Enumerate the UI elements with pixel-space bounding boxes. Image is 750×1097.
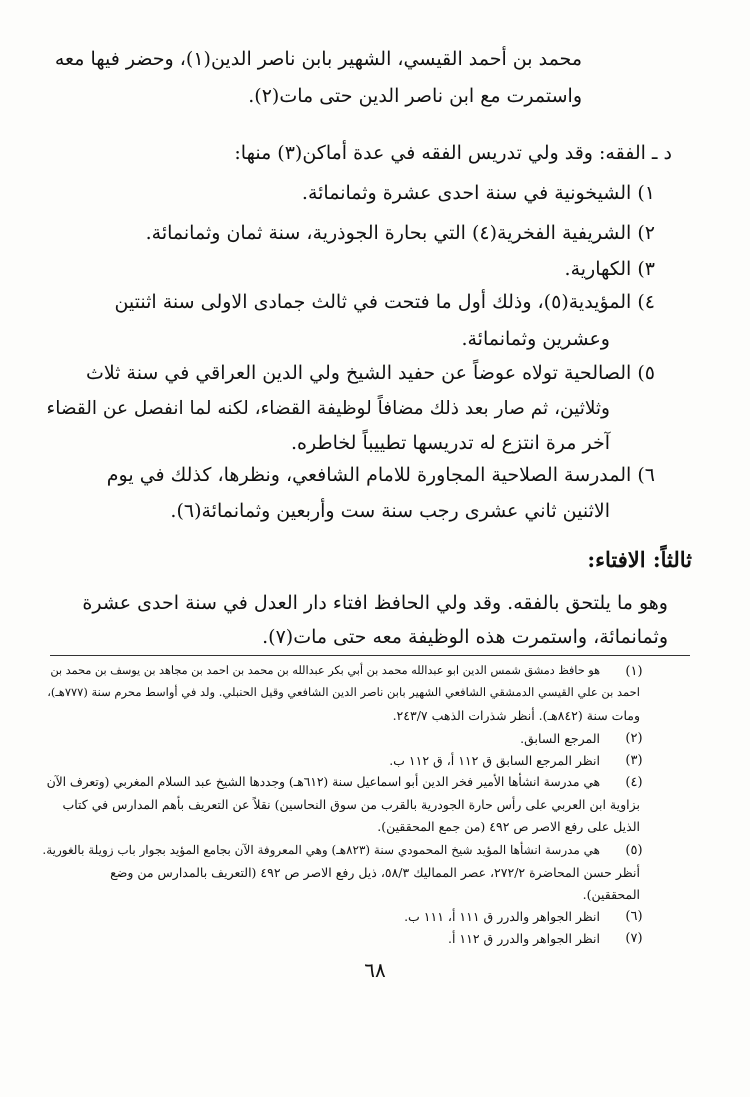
footnote-number: (٣): [625, 753, 643, 768]
footnote-line: هو حافظ دمشق شمس الدين ابو عبدالله محمد بن أبي بكر عبدالله بن محمد بن احمد بن مجاهد بن يوسف بن محمد بن: [50, 664, 600, 677]
footnote-line: هي مدرسة انشأها المؤيد شيخ المحمودي سنة (٨٢٣هـ) وهي المعروفة الآن بجامع المؤيد بجوار باب زويلة بالغورية.: [42, 843, 600, 857]
body-line: وهو ما يلتحق بالفقه. وقد ولي الحافظ افتاء دار العدل في سنة احدى عشرة: [82, 592, 668, 614]
list-item-continued: الاثنين ثاني عشرى رجب سنة ست وأربعين وثمانمائة(٦).: [170, 500, 610, 522]
body-line: محمد بن أحمد القيسي، الشهير بابن ناصر الدين(١)، وحضر فيها معه: [54, 48, 582, 70]
footnote-number: (٤): [625, 775, 643, 790]
list-item: ٢) الشريفية الفخرية(٤) التي بحارة الجوذرية، سنة ثمان وثمانمائة.: [145, 222, 655, 244]
list-item-continued: آخر مرة انتزع له تدريسها تطييباً لخاطره.: [291, 432, 610, 454]
list-item: ١) الشيخونية في سنة احدى عشرة وثمانمائة.: [301, 182, 655, 204]
section-heading-fiqh: د ـ الفقه: وقد ولي تدريس الفقه في عدة أماكن(٣) منها:: [234, 142, 672, 164]
footnote-line: أنظر حسن المحاضرة ٢٧٢/٢، عصر المماليك ٥٨/٣، ذيل رفع الاصر ص ٤٩٢ (التعريف بالمدارس من وضع: [110, 865, 640, 880]
list-item-continued: وعشرين وثمانمائة.: [461, 328, 610, 350]
footnote-line: ومات سنة (٨٤٢هـ). أنظر شذرات الذهب ٢٤٣/٧.: [392, 708, 640, 723]
section-heading-ifta: ثالثاً: الافتاء:: [587, 547, 692, 572]
footnote-line: هي مدرسة انشأها الأمير فخر الدين أبو اسماعيل سنة (٦١٢هـ) وجددها الشيخ عبد السلام المغربي (وتعرف الآن: [46, 775, 600, 789]
footnote-number: (١): [625, 664, 643, 679]
footnote-line: انظر الجواهر والدرر ق ١١٢ أ.: [448, 931, 600, 946]
page-number: ٦٨: [364, 958, 386, 982]
footnote-number: (٢): [625, 731, 643, 746]
footnote-line: انظر الجواهر والدرر ق ١١١ أ، ١١١ ب.: [404, 909, 600, 924]
body-line: وثمانمائة، واستمرت هذه الوظيفة معه حتى مات(٧).: [262, 626, 668, 648]
footnote-line: احمد بن علي القيسي الدمشقي الشافعي الشهير بابن ناصر الدين الشافعي وقيل الحنبلي. ولد في أواسط محرم سنة (٧٧٧هـ)،: [47, 685, 640, 699]
footnote-number: (٦): [625, 909, 643, 924]
footnote-number: (٧): [625, 931, 643, 946]
footnote-line: الذيل على رفع الاصر ص ٤٩٢ (من جمع المحققين).: [377, 819, 640, 834]
list-item-continued: وثلاثين، ثم صار بعد ذلك مضافاً لوظيفة القضاء، لكنه لما انفصل عن القضاء: [46, 398, 610, 419]
list-item: ٤) المؤيدية(٥)، وذلك أول ما فتحت في ثالث جمادى الاولى سنة اثنتين: [114, 291, 655, 313]
footnote-number: (٥): [625, 843, 643, 858]
footnote-divider: [50, 655, 690, 656]
list-item: ٦) المدرسة الصلاحية المجاورة للامام الشافعي، ونظرها، كذلك في يوم: [106, 464, 655, 486]
list-item: ٣) الكهارية.: [564, 258, 655, 280]
list-item: ٥) الصالحية تولاه عوضاً عن حفيد الشيخ ولي الدين العراقي في سنة ثلاث: [85, 362, 655, 384]
footnote-line: انظر المرجع السابق ق ١١٢ أ، ق ١١٢ ب.: [389, 753, 600, 768]
footnote-line: المحققين).: [582, 887, 640, 902]
body-line: واستمرت مع ابن ناصر الدين حتى مات(٢).: [248, 85, 582, 107]
footnote-line: بزاوية ابن العربي على رأس حارة الجودرية بالقرب من سوق النحاسين) نقلاً عن التعريف بأهم المدارس في كتاب: [62, 797, 640, 812]
footnote-line: المرجع السابق.: [520, 731, 600, 746]
